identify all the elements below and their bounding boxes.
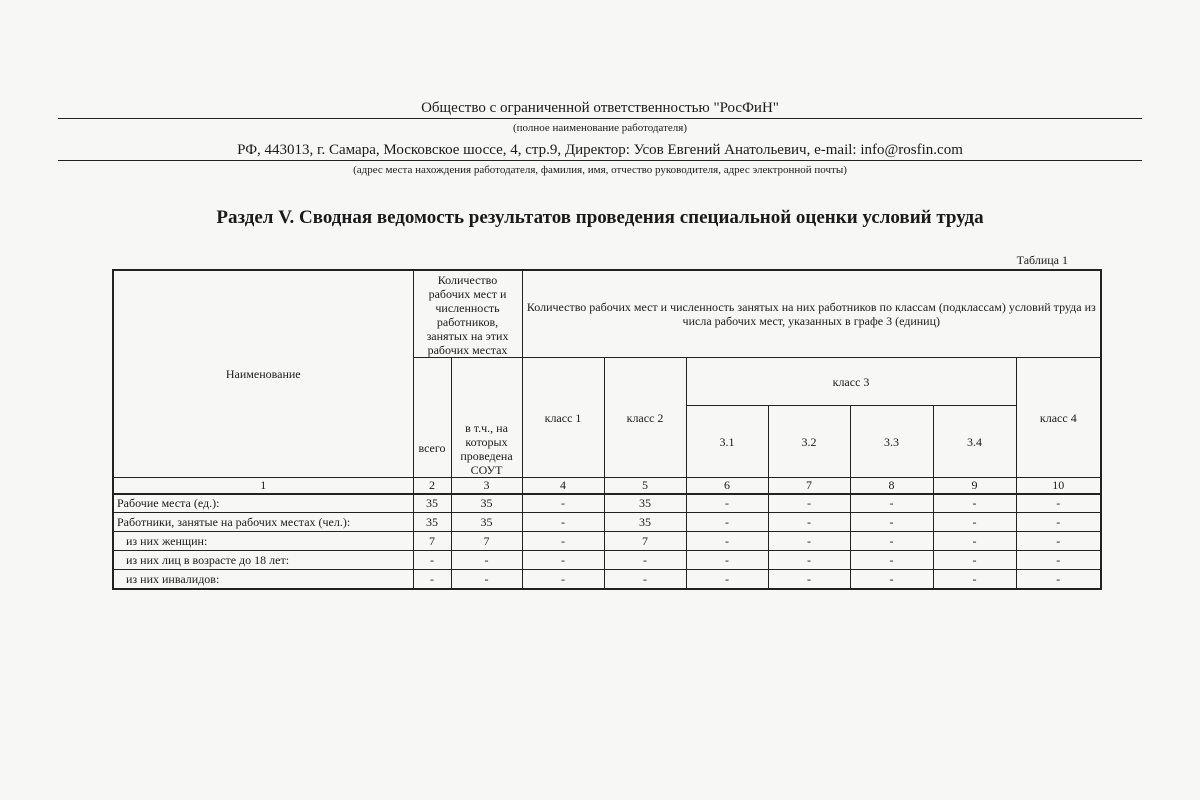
row-value: - (522, 494, 604, 513)
row-value: 7 (413, 532, 451, 551)
column-number: 8 (850, 478, 933, 494)
row-value: - (850, 494, 933, 513)
row-value: - (850, 513, 933, 532)
address-caption: (адрес места нахождения работодателя, фамилия, имя, отчество руководителя, адрес электронной почты) (353, 164, 847, 176)
col-sout-header: в т.ч., на которых проведена СОУТ (451, 358, 522, 478)
row-value: - (768, 532, 850, 551)
row-value: 35 (604, 513, 686, 532)
col-class2-header: класс 2 (604, 358, 686, 478)
row-value: 35 (413, 494, 451, 513)
col-count-group-header: Количество рабочих мест и численность работников, занятых на этих рабочих местах (413, 270, 522, 358)
row-value: - (768, 551, 850, 570)
row-value: - (768, 494, 850, 513)
row-value: - (850, 551, 933, 570)
row-value: - (522, 570, 604, 589)
row-value: - (686, 532, 768, 551)
row-value: - (686, 494, 768, 513)
table-row (113, 551, 1101, 570)
row-value: - (1016, 532, 1101, 551)
col-class4-header: класс 4 (1016, 358, 1101, 478)
col-subclass-3-3: 3.3 (850, 406, 933, 478)
row-value: - (850, 570, 933, 589)
column-number: 4 (522, 478, 604, 494)
row-value: - (1016, 570, 1101, 589)
organization-name: Общество с ограниченной ответственностью "РосФиН" (421, 100, 779, 116)
column-number: 5 (604, 478, 686, 494)
row-value: - (413, 570, 451, 589)
row-value: - (413, 551, 451, 570)
col-class1-header: класс 1 (522, 358, 604, 478)
column-numbers-row (113, 478, 1101, 494)
row-value: - (522, 551, 604, 570)
row-value: - (1016, 494, 1101, 513)
col-total-header: всего (413, 358, 451, 478)
table-label: Таблица 1 (1016, 253, 1068, 267)
row-name: из них женщин: (113, 532, 413, 551)
table-row (113, 494, 1101, 513)
table-row (113, 570, 1101, 589)
row-value: - (933, 551, 1016, 570)
row-value: - (768, 513, 850, 532)
column-number: 3 (451, 478, 522, 494)
column-number: 1 (113, 478, 413, 494)
row-value: - (933, 513, 1016, 532)
row-value: - (1016, 513, 1101, 532)
table-row (113, 532, 1101, 551)
row-value: - (451, 570, 522, 589)
row-value: - (768, 570, 850, 589)
address-underline (58, 160, 1142, 161)
row-value: - (522, 513, 604, 532)
column-number: 9 (933, 478, 1016, 494)
row-name: из них лиц в возрасте до 18 лет: (113, 551, 413, 570)
row-value: - (604, 570, 686, 589)
row-value: - (850, 532, 933, 551)
col-classes-group-header: Количество рабочих мест и численность занятых на них работников по классам (подклассам) условий труда из числа рабочих мест, указанных в графе 3 (единиц) (522, 270, 1101, 358)
row-value: - (933, 570, 1016, 589)
organization-caption: (полное наименование работодателя) (512, 122, 688, 134)
col-subclass-3-4: 3.4 (933, 406, 1016, 478)
row-name: Работники, занятые на рабочих местах (чел.): (113, 513, 413, 532)
row-name: Рабочие места (ед.): (113, 494, 413, 513)
col-name-header: Наименование (113, 270, 413, 478)
column-number: 2 (413, 478, 451, 494)
col-class3-header: класс 3 (686, 358, 1016, 406)
header-row-1 (113, 270, 1101, 358)
row-value: 35 (413, 513, 451, 532)
employer-address: РФ, 443013, г. Самара, Московское шоссе, 4, стр.9, Директор: Усов Евгений Анатольевич, e-mail: info@rosfin.com (237, 142, 963, 158)
row-value: - (451, 551, 522, 570)
row-value: 35 (451, 513, 522, 532)
row-value: - (604, 551, 686, 570)
row-value: 35 (451, 494, 522, 513)
row-name: из них инвалидов: (113, 570, 413, 589)
row-value: - (933, 532, 1016, 551)
row-value: 35 (604, 494, 686, 513)
column-number: 10 (1016, 478, 1101, 494)
summary-table (112, 269, 1102, 590)
row-value: - (933, 494, 1016, 513)
organization-underline (58, 118, 1142, 119)
row-value: 7 (604, 532, 686, 551)
col-subclass-3-2: 3.2 (768, 406, 850, 478)
row-value: - (1016, 551, 1101, 570)
column-number: 6 (686, 478, 768, 494)
column-number: 7 (768, 478, 850, 494)
row-value: - (686, 551, 768, 570)
row-value: - (686, 513, 768, 532)
row-value: - (522, 532, 604, 551)
col-subclass-3-1: 3.1 (686, 406, 768, 478)
row-value: - (686, 570, 768, 589)
table-row (113, 513, 1101, 532)
section-title: Раздел V. Сводная ведомость результатов проведения специальной оценки условий труда (216, 207, 984, 228)
row-value: 7 (451, 532, 522, 551)
